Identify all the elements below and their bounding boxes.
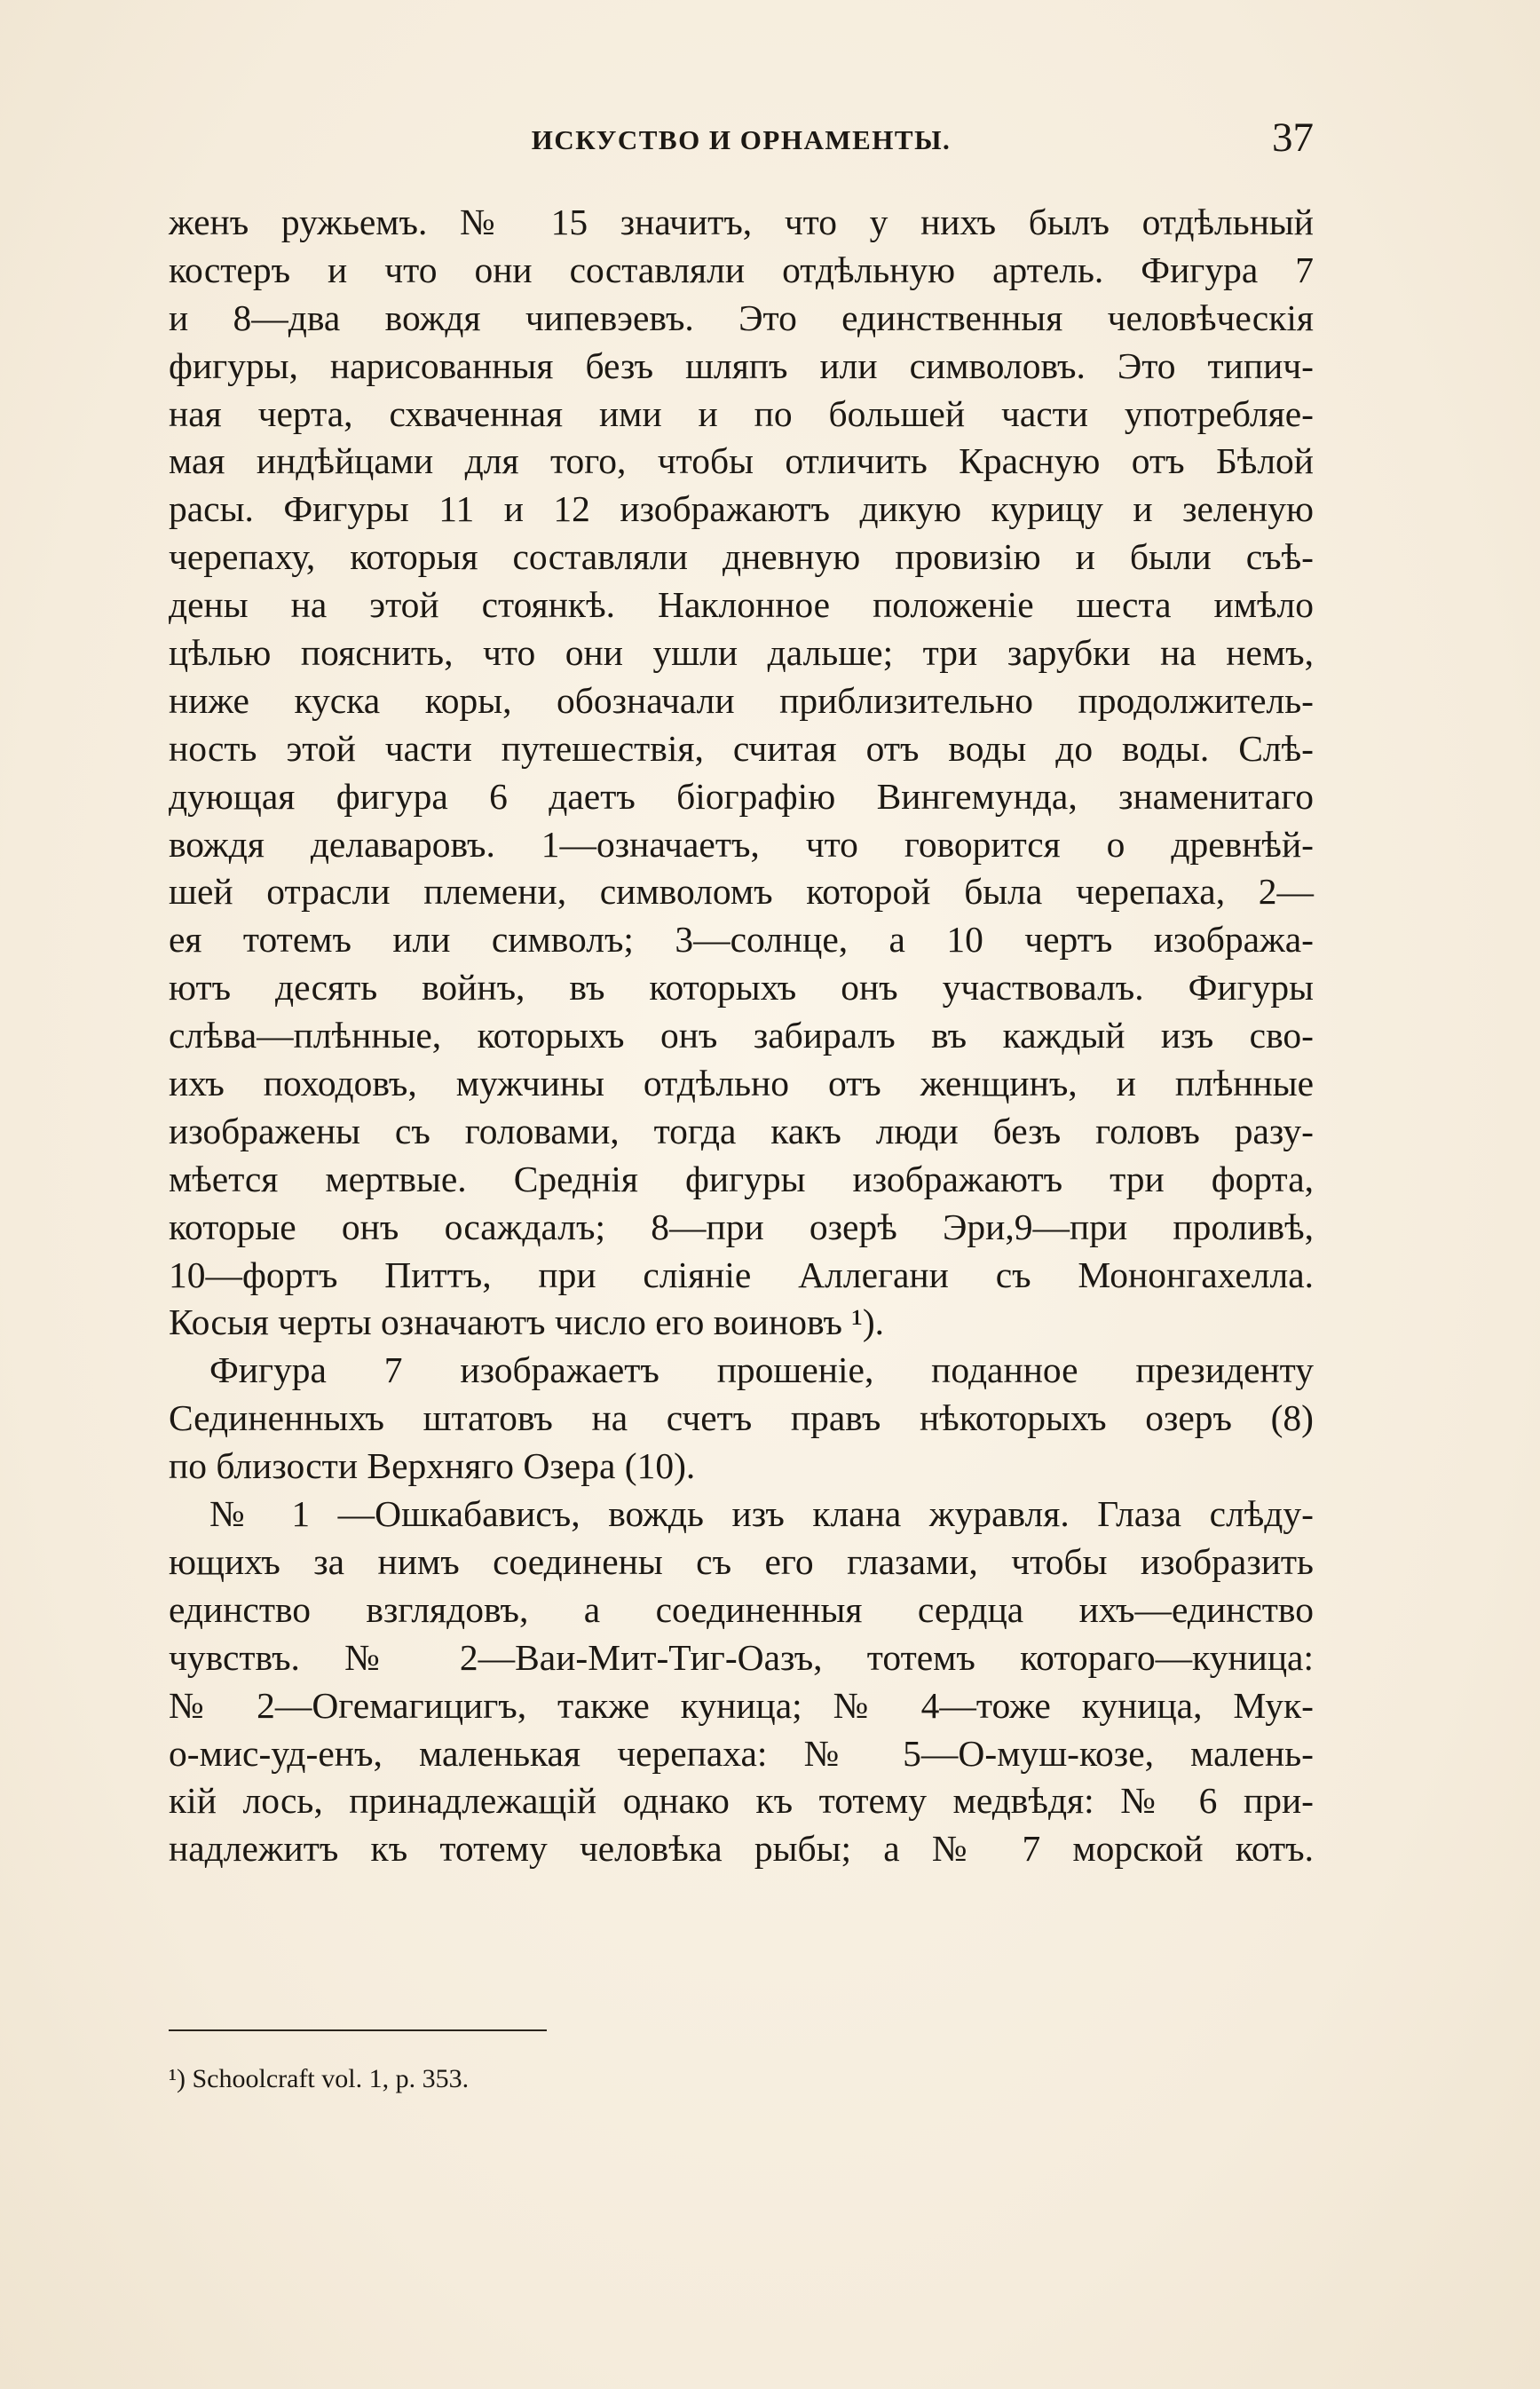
footnote: ¹) Schoolcraft vol. 1, p. 353. — [169, 2064, 470, 2093]
text-line: которые онъ осаждалъ; 8—при озерѣ Эри,9—при проливѣ, — [169, 1206, 1314, 1247]
paragraph-end-line: Косыя черты означаютъ число его воиновъ ¹). — [169, 1301, 885, 1343]
text-line: единство взглядовъ, а соединенныя сердца ихъ—единство — [169, 1588, 1314, 1630]
text-line: о-мис-уд-енъ, маленькая черепаха: № 5—О-муш-козе, малень- — [169, 1732, 1314, 1774]
text-line: слѣва—плѣнные, которыхъ онъ забиралъ въ каждый изъ сво- — [169, 1015, 1314, 1056]
text-line: костеръ и что они составляли отдѣльную артель. Фигура 7 — [169, 249, 1314, 290]
text-line: мая индѣйцами для того, чтобы отличить Красную отъ Бѣлой — [169, 440, 1314, 482]
text-line: цѣлью пояснить, что они ушли дальше; три зарубки на немъ, — [169, 632, 1314, 674]
text-line: мѣется мертвые. Среднія фигуры изображаютъ три форта, — [169, 1158, 1314, 1199]
text-line: расы. Фигуры 11 и 12 изображаютъ дикую курицу и зеленую — [169, 488, 1314, 530]
text-line: женъ ружьемъ. № 15 значитъ, что у нихъ былъ отдѣльный — [169, 202, 1314, 242]
text-line: изображены съ головами, тогда какъ люди безъ головъ разу- — [169, 1110, 1314, 1151]
running-title: ИСКУСТВО И ОРНАМЕНТЫ. — [531, 124, 952, 155]
text-line: ная черта, схваченная ими и по большей части употребляе- — [169, 392, 1314, 434]
body-text — [169, 199, 1314, 1873]
text-line: ниже куска коры, обозначали приблизительно продолжитель- — [169, 679, 1314, 721]
text-line: чувствъ. № 2—Ваи-Мит-Тиг-Оазъ, тотемъ котораго—куница: — [169, 1636, 1314, 1678]
text-line: черепаху, которыя составляли дневную провизію и были съѣ- — [169, 536, 1314, 578]
text-line: № 2—Огемагицигъ, также куница; № 4—тоже куница, Мук- — [169, 1684, 1314, 1726]
text-line: ея тотемъ или символъ; 3—солнце, а 10 чертъ изобража- — [169, 919, 1314, 961]
text-line: ность этой части путешествія, считая отъ воды до воды. Слѣ- — [169, 727, 1314, 769]
paragraph-end-line: по близости Верхняго Озера (10). — [169, 1445, 696, 1487]
text-line: кій лось, принадлежащій однако къ тотему медвѣдя: № 6 при- — [169, 1780, 1314, 1822]
paragraph-start-line: № 1 —Ошкабависъ, вождь изъ клана журавля. Глаза слѣду- — [209, 1493, 1314, 1535]
text-line: Сединенныхъ штатовъ на счетъ правъ нѣкоторыхъ озеръ (8) — [169, 1397, 1314, 1439]
text-line: ютъ десять войнъ, въ которыхъ онъ участвовалъ. Фигуры — [169, 967, 1314, 1009]
text-line: и 8—два вождя чипевэевъ. Это единственныя человѣческія — [169, 297, 1314, 338]
text-line: дены на этой стоянкѣ. Наклонное положеніе шеста имѣло — [169, 584, 1314, 626]
text-line: вождя делаваровъ. 1—означаетъ, что говорится о древнѣй- — [169, 823, 1314, 865]
footnote-divider — [169, 2029, 547, 2031]
text-line: 10—фортъ Питтъ, при сліяніе Аллегани съ Мононгахелла. — [169, 1254, 1314, 1295]
running-head — [169, 114, 1314, 167]
text-line: фигуры, нарисованныя безъ шляпъ или символовъ. Это типич- — [169, 344, 1314, 386]
text-line: надлежитъ къ тотему человѣка рыбы; а № 7 морской котъ. — [169, 1828, 1314, 1870]
text-line: дующая фигура 6 даетъ біографію Вингемунда, знаменитаго — [169, 775, 1314, 817]
text-line: ющихъ за нимъ соединены съ его глазами, чтобы изобразить — [169, 1540, 1314, 1582]
paragraph-start-line: Фигура 7 изображаетъ прошеніе, поданное президенту — [209, 1349, 1314, 1391]
text-line: шей отрасли племени, символомъ которой была черепаха, 2— — [169, 871, 1314, 913]
text-line: ихъ походовъ, мужчины отдѣльно отъ женщинъ, и плѣнные — [169, 1063, 1314, 1104]
page-number: 37 — [1272, 115, 1314, 161]
